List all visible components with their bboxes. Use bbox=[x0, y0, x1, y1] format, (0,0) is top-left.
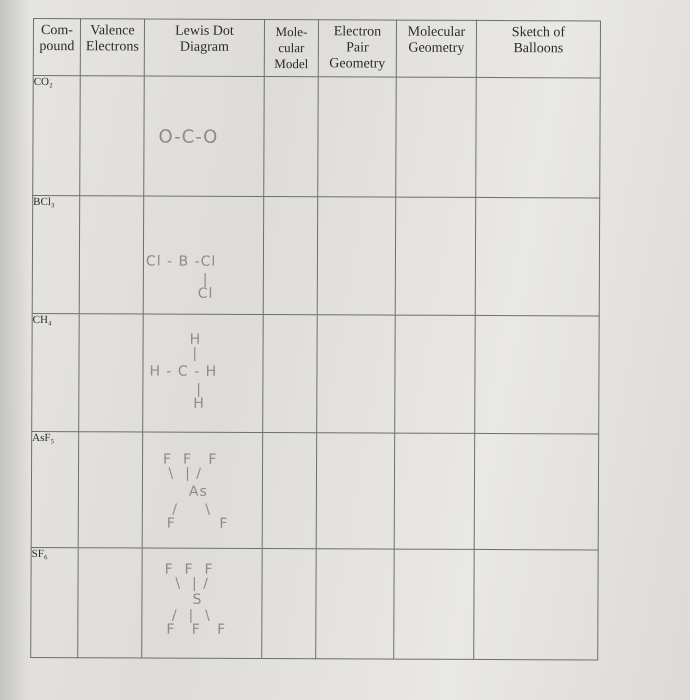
header-lewis-dot-diagram bbox=[144, 19, 264, 77]
header-row bbox=[33, 19, 600, 78]
table-row bbox=[31, 547, 598, 659]
header-molecular-geometry bbox=[396, 20, 476, 77]
handwritten-lewis-asf5-top: F F F \ | / bbox=[162, 451, 218, 482]
molecular-model-cell bbox=[262, 433, 317, 549]
electron-pair-geometry-cell bbox=[316, 549, 394, 659]
header-line: Electron bbox=[333, 24, 382, 40]
header-line: Com- bbox=[40, 23, 73, 39]
header-line: Lewis Dot bbox=[175, 23, 234, 39]
handwritten-lewis-asf5-bottom: / \ F F bbox=[166, 501, 229, 532]
header-line: pound bbox=[39, 39, 75, 55]
header-line: Diagram bbox=[179, 39, 229, 55]
header-line: Geometry bbox=[408, 40, 465, 56]
header-compound bbox=[33, 19, 80, 76]
balloon-sketch-cell bbox=[476, 77, 601, 198]
molecule-table bbox=[30, 18, 601, 660]
table-row bbox=[32, 313, 600, 433]
handwritten-lewis-co2: O-C-O bbox=[158, 126, 219, 148]
compound-name: BCl₃ bbox=[32, 196, 80, 314]
header-line: Electrons bbox=[85, 39, 139, 55]
header-line: Pair bbox=[346, 40, 369, 56]
lewis-diagram-cell bbox=[143, 196, 264, 315]
valence-electrons-cell bbox=[79, 196, 144, 314]
molecular-geometry-cell bbox=[394, 433, 475, 549]
balloon-sketch-cell bbox=[474, 549, 598, 660]
handwritten-lewis-bcl3-bottom: | Cl bbox=[197, 271, 214, 302]
header-line: Geometry bbox=[329, 56, 386, 72]
header-line: Balloons bbox=[513, 41, 564, 57]
electron-pair-geometry-cell bbox=[317, 197, 396, 315]
header-valence-electrons bbox=[80, 19, 144, 76]
handwritten-lewis-ch4: H - C - H bbox=[149, 363, 218, 380]
compound-name: SF₆ bbox=[31, 547, 78, 657]
molecular-geometry-cell bbox=[395, 315, 476, 433]
valence-electrons-cell bbox=[80, 76, 145, 196]
valence-electrons-cell bbox=[78, 432, 143, 548]
header-line: Molecular bbox=[407, 24, 466, 40]
header-line: Valence bbox=[90, 23, 135, 39]
molecular-geometry-cell bbox=[396, 77, 477, 197]
handwritten-lewis-bcl3: Cl - B -Cl bbox=[145, 253, 217, 270]
handwritten-lewis-sf6-bottom: / | \ F F F bbox=[166, 607, 227, 638]
page-shadow bbox=[0, 0, 30, 700]
lewis-diagram-cell bbox=[142, 548, 262, 659]
handwritten-lewis-sf6-top: F F F \ | / bbox=[164, 561, 214, 592]
lewis-diagram-cell bbox=[144, 76, 265, 197]
molecular-model-cell bbox=[262, 549, 316, 659]
balloon-sketch-cell bbox=[475, 197, 600, 316]
header-line: Model bbox=[274, 56, 309, 72]
balloon-sketch-cell bbox=[474, 433, 599, 550]
lewis-diagram-cell bbox=[143, 314, 264, 433]
balloon-sketch-cell bbox=[475, 315, 600, 434]
valence-electrons-cell bbox=[79, 314, 144, 432]
compound-name: AsF₅ bbox=[31, 431, 79, 547]
electron-pair-geometry-cell bbox=[316, 433, 395, 549]
molecular-geometry-cell bbox=[395, 197, 476, 315]
header-electron-pair-geometry bbox=[318, 20, 396, 77]
electron-pair-geometry-cell bbox=[318, 77, 397, 197]
table-row bbox=[33, 76, 601, 198]
handwritten-lewis-ch4-top: H | bbox=[189, 331, 202, 362]
compound-name: CO₂ bbox=[33, 76, 81, 196]
handwritten-lewis-sf6: S bbox=[192, 591, 203, 608]
molecular-model-cell bbox=[264, 77, 319, 197]
header-line: cular bbox=[278, 40, 305, 56]
compound-name: CH₄ bbox=[32, 313, 80, 431]
handwritten-lewis-asf5: As bbox=[188, 483, 208, 500]
lewis-diagram-cell bbox=[142, 432, 263, 549]
header-line: Mole- bbox=[275, 24, 308, 40]
valence-electrons-cell bbox=[78, 548, 142, 658]
molecular-model-cell bbox=[263, 315, 318, 433]
header-molecular-model bbox=[264, 20, 318, 77]
molecular-geometry-cell bbox=[394, 549, 474, 659]
electron-pair-geometry-cell bbox=[317, 315, 396, 433]
table-row bbox=[32, 196, 600, 316]
table-row bbox=[31, 431, 599, 549]
header-sketch-of-balloons bbox=[476, 20, 600, 78]
header-line: Sketch of bbox=[511, 25, 566, 41]
handwritten-lewis-ch4-bottom: | H bbox=[193, 381, 205, 412]
molecular-model-cell bbox=[263, 197, 318, 315]
